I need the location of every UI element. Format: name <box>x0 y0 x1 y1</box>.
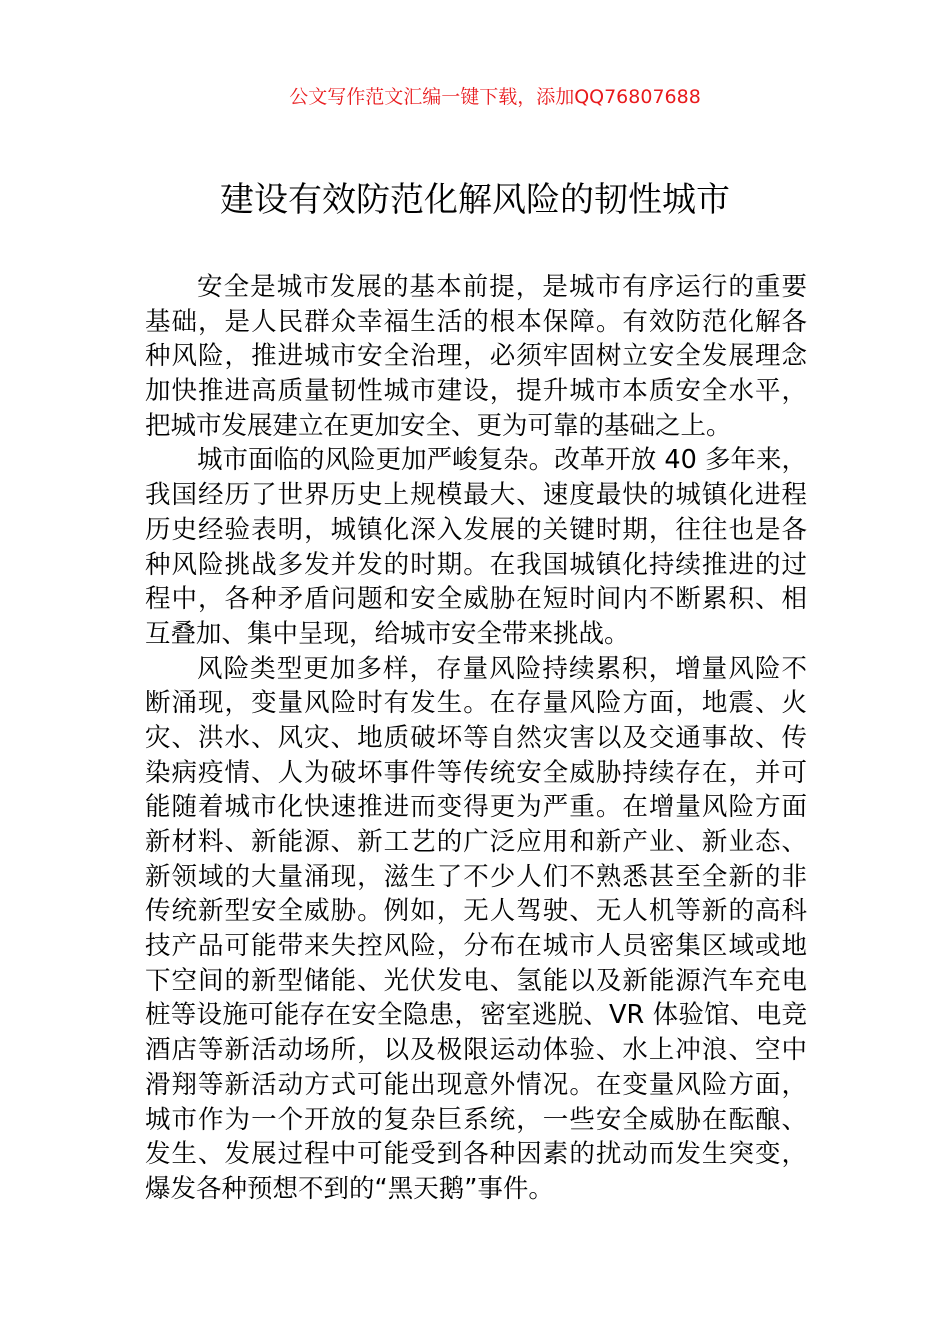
paragraph-line: 滑翔等新活动方式可能出现意外情况。在变量风险方面， <box>145 1069 807 1100</box>
paragraph-line: 酒店等新活动场所，以及极限运动体验、水上冲浪、空中 <box>145 1035 807 1066</box>
paragraph-line: 断涌现，变量风险时有发生。在存量风险方面，地震、火 <box>145 688 807 719</box>
paragraph-line: 灾、洪水、风灾、地质破坏等自然灾害以及交通事故、传 <box>145 722 807 753</box>
paragraph-line: 传统新型安全威胁。例如，无人驾驶、无人机等新的高科 <box>145 896 807 927</box>
paragraph-line: 种风险挑战多发并发的时期。在我国城镇化持续推进的过 <box>145 549 807 580</box>
paragraph-line: 互叠加、集中呈现，给城市安全带来挑战。 <box>145 618 630 649</box>
document-body <box>145 270 807 1207</box>
paragraph-line: 风险类型更加多样，存量风险持续累积，增量风险不 <box>197 653 807 684</box>
paragraph-line: 染病疫情、人为破坏事件等传统安全威胁持续存在，并可 <box>145 757 807 788</box>
paragraph-line: 下空间的新型储能、光伏发电、氢能以及新能源汽车充电 <box>145 965 807 996</box>
paragraph-line: 历史经验表明，城镇化深入发展的关键时期，往往也是各 <box>145 514 807 545</box>
paragraph-line: 加快推进高质量韧性城市建设，提升城市本质安全水平， <box>145 376 807 407</box>
paragraph-line: 发生、发展过程中可能受到各种因素的扰动而发生突变， <box>145 1139 807 1170</box>
paragraph-line: 桩等设施可能存在安全隐患，密室逃脱、VR 体验馆、电竞 <box>145 1000 807 1031</box>
paragraph <box>145 270 807 443</box>
paragraph-line: 能随着城市化快速推进而变得更为严重。在增量风险方面 <box>145 792 807 823</box>
paragraph-line: 新领域的大量涌现，滋生了不少人们不熟悉甚至全新的非 <box>145 861 807 892</box>
paragraph-line: 程中，各种矛盾问题和安全威胁在短时间内不断累积、相 <box>145 584 807 615</box>
paragraph-line: 城市作为一个开放的复杂巨系统，一些安全威胁在酝酿、 <box>145 1104 807 1135</box>
paragraph-line: 爆发各种预想不到的“黑天鹅”事件。 <box>145 1173 554 1204</box>
paragraph-line: 种风险，推进城市安全治理，必须牢固树立安全发展理念 <box>145 341 807 372</box>
paragraph-line: 技产品可能带来失控风险，分布在城市人员密集区域或地 <box>145 931 807 962</box>
document-title: 建设有效防范化解风险的韧性城市 <box>220 180 730 220</box>
paragraph-line: 新材料、新能源、新工艺的广泛应用和新产业、新业态、 <box>145 827 807 857</box>
paragraph-line: 城市面临的风险更加严峻复杂。改革开放 40 多年来， <box>197 445 807 476</box>
paragraph-line: 基础，是人民群众幸福生活的根本保障。有效防范化解各 <box>145 306 807 337</box>
paragraph <box>145 443 807 651</box>
paragraph <box>145 652 807 1207</box>
paragraph-line: 安全是城市发展的基本前提，是城市有序运行的重要 <box>197 272 807 302</box>
download-banner: 公文写作范文汇编一键下载，添加QQ76807688 <box>289 86 701 108</box>
paragraph-line: 把城市发展建立在更加安全、更为可靠的基础之上。 <box>145 410 732 441</box>
paragraph-line: 我国经历了世界历史上规模最大、速度最快的城镇化进程 <box>145 480 807 511</box>
